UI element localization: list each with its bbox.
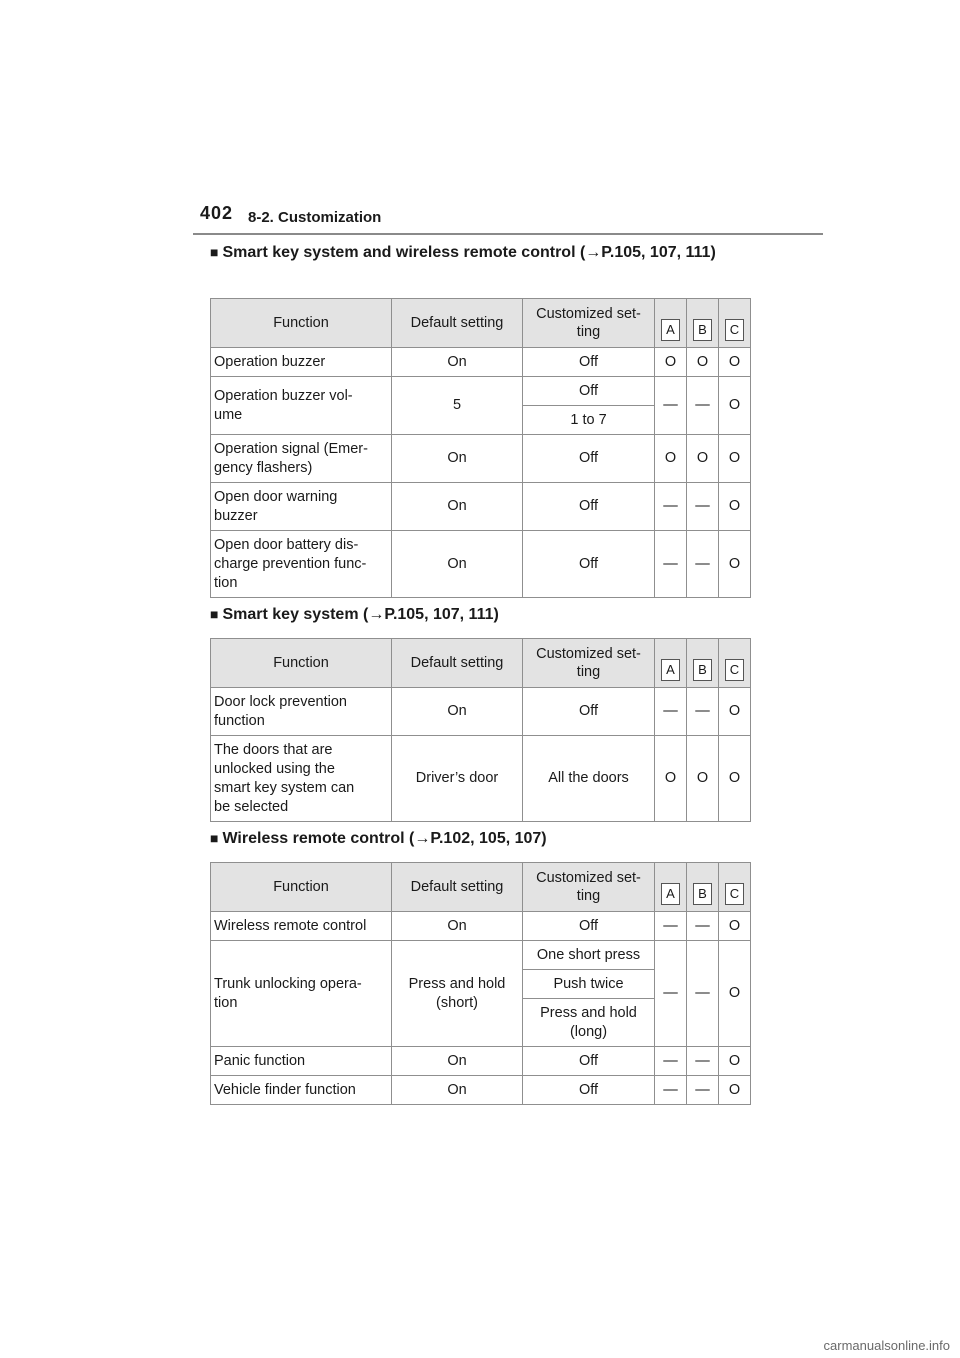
cell-custom: Off: [523, 435, 655, 483]
table2-title: Smart key system (→P.105, 107, 111): [222, 606, 499, 623]
cell-a: —: [655, 941, 687, 1047]
box-c: C: [725, 659, 744, 681]
table1: [210, 298, 751, 598]
box-a: A: [661, 883, 680, 905]
col-a: [655, 863, 687, 912]
cell-a: O: [655, 435, 687, 483]
table3-title: Wireless remote control (→P.102, 105, 107): [222, 830, 547, 847]
box-a: A: [661, 319, 680, 341]
table3: [210, 862, 751, 1105]
cell-a: O: [655, 348, 687, 377]
col-a: [655, 639, 687, 688]
cell-function: Trunk unlocking opera- tion: [211, 941, 392, 1047]
table-row: [211, 435, 751, 483]
cell-custom: One short press: [523, 941, 655, 970]
cell-function: The doors that are unlocked using the smart key system can be selected: [211, 736, 392, 822]
cell-c: O: [719, 348, 751, 377]
table-row: [211, 1076, 751, 1105]
cell-b: —: [687, 531, 719, 598]
cell-default: On: [392, 1076, 523, 1105]
cell-custom-3: Press and hold (long): [523, 999, 655, 1047]
cell-b: —: [687, 483, 719, 531]
cell-custom-2: Push twice: [523, 970, 655, 999]
cell-function: Open door battery dis- charge prevention func- tion: [211, 531, 392, 598]
cell-custom: Off: [523, 348, 655, 377]
cell-default: On: [392, 688, 523, 736]
col-function: Function: [211, 639, 392, 688]
cell-c: O: [719, 377, 751, 435]
col-default: Default setting: [392, 299, 523, 348]
table3-header-row: [211, 863, 751, 912]
cell-b: —: [687, 1076, 719, 1105]
cell-default: On: [392, 483, 523, 531]
cell-custom: Off: [523, 912, 655, 941]
cell-function: Panic function: [211, 1047, 392, 1076]
cell-c: O: [719, 435, 751, 483]
cell-b: O: [687, 348, 719, 377]
box-b: B: [693, 319, 712, 341]
table-row: [211, 348, 751, 377]
cell-default: 5: [392, 377, 523, 435]
cell-a: —: [655, 1047, 687, 1076]
col-default: Default setting: [392, 863, 523, 912]
cell-c: O: [719, 531, 751, 598]
col-c: [719, 863, 751, 912]
cell-default: Driver’s door: [392, 736, 523, 822]
cell-b: O: [687, 435, 719, 483]
cell-b: —: [687, 941, 719, 1047]
cell-c: O: [719, 941, 751, 1047]
cell-a: —: [655, 912, 687, 941]
cell-c: O: [719, 688, 751, 736]
cell-a: —: [655, 377, 687, 435]
cell-custom: Off: [523, 531, 655, 598]
cell-function: Vehicle finder function: [211, 1076, 392, 1105]
cell-default: On: [392, 1047, 523, 1076]
box-b: B: [693, 659, 712, 681]
cell-c: O: [719, 1047, 751, 1076]
cell-b: —: [687, 688, 719, 736]
page-number: 402: [200, 203, 234, 223]
cell-default: On: [392, 348, 523, 377]
col-b: [687, 639, 719, 688]
cell-default: Press and hold (short): [392, 941, 523, 1047]
header-rule: [193, 233, 823, 235]
cell-a: —: [655, 688, 687, 736]
col-c: [719, 299, 751, 348]
cell-default: On: [392, 531, 523, 598]
table1-title: Smart key system and wireless remote control (→P.105, 107, 111): [222, 244, 716, 261]
cell-a: —: [655, 1076, 687, 1105]
table2-header-row: [211, 639, 751, 688]
cell-default: On: [392, 912, 523, 941]
cell-c: O: [719, 912, 751, 941]
cell-function: Open door warning buzzer: [211, 483, 392, 531]
square-bullet-icon: ■: [210, 606, 219, 622]
table-row: [211, 483, 751, 531]
cell-custom: Off: [523, 377, 655, 406]
cell-function: Door lock prevention function: [211, 688, 392, 736]
cell-b: —: [687, 377, 719, 435]
cell-custom: Off: [523, 1076, 655, 1105]
table-row: [211, 1047, 751, 1076]
cell-a: —: [655, 531, 687, 598]
cell-function: Operation buzzer: [211, 348, 392, 377]
col-custom: Customized set- ting: [523, 639, 655, 688]
col-a: [655, 299, 687, 348]
cell-c: O: [719, 483, 751, 531]
cell-b: —: [687, 912, 719, 941]
table3-heading: [210, 828, 770, 849]
col-function: Function: [211, 863, 392, 912]
cell-custom: Off: [523, 688, 655, 736]
cell-default: On: [392, 435, 523, 483]
cell-a: —: [655, 483, 687, 531]
box-c: C: [725, 319, 744, 341]
cell-custom: Off: [523, 1047, 655, 1076]
col-custom: Customized set- ting: [523, 299, 655, 348]
cell-function: Operation buzzer vol- ume: [211, 377, 392, 435]
cell-a: O: [655, 736, 687, 822]
cell-custom: Off: [523, 483, 655, 531]
cell-b: O: [687, 736, 719, 822]
col-default: Default setting: [392, 639, 523, 688]
table-row: [211, 912, 751, 941]
cell-custom: All the doors: [523, 736, 655, 822]
box-a: A: [661, 659, 680, 681]
watermark-footer: carmanualsonline.info: [823, 1338, 950, 1353]
cell-c: O: [719, 1076, 751, 1105]
col-function: Function: [211, 299, 392, 348]
square-bullet-icon: ■: [210, 830, 219, 846]
cell-function: Operation signal (Emer- gency flashers): [211, 435, 392, 483]
cell-function: Wireless remote control: [211, 912, 392, 941]
table2-heading: [210, 604, 770, 625]
table-row: [211, 736, 751, 822]
section-title: 8-2. Customization: [248, 209, 382, 226]
table-row: [211, 531, 751, 598]
cell-b: —: [687, 1047, 719, 1076]
box-b: B: [693, 883, 712, 905]
table2: [210, 638, 751, 822]
box-c: C: [725, 883, 744, 905]
cell-c: O: [719, 736, 751, 822]
col-b: [687, 299, 719, 348]
table-row: [211, 688, 751, 736]
table-row: [211, 377, 751, 406]
square-bullet-icon: ■: [210, 244, 219, 260]
col-custom: Customized set- ting: [523, 863, 655, 912]
col-c: [719, 639, 751, 688]
col-b: [687, 863, 719, 912]
table1-header-row: [211, 299, 751, 348]
table-row: [211, 941, 751, 970]
table1-heading: [210, 242, 770, 263]
cell-custom-2: 1 to 7: [523, 406, 655, 435]
